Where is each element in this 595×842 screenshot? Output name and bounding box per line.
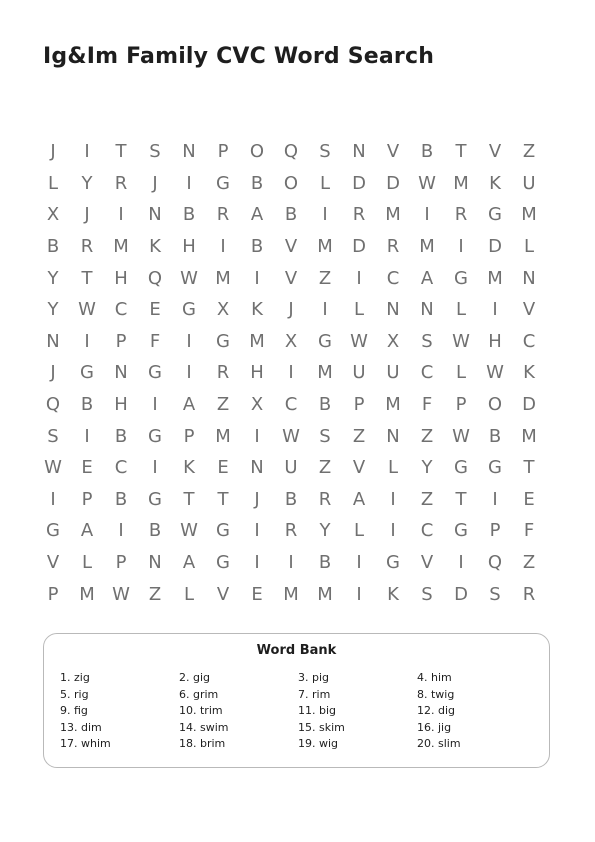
- grid-letter: I: [220, 236, 226, 258]
- grid-letter: A: [250, 204, 264, 226]
- grid-letter: D: [352, 236, 366, 258]
- grid-letter: Q: [147, 267, 163, 289]
- word-bank-item: 8. twig: [417, 687, 455, 701]
- grid-letter: T: [81, 267, 93, 289]
- grid-letter: U: [386, 362, 400, 384]
- grid-letter: V: [216, 583, 230, 605]
- word-bank-item: 14. swim: [179, 720, 229, 734]
- grid-letter: L: [523, 236, 535, 258]
- grid-letter: I: [186, 362, 192, 384]
- grid-letter: G: [148, 362, 162, 384]
- word-bank-title: Word Bank: [256, 643, 337, 658]
- grid-letter: F: [523, 520, 535, 542]
- grid-letter: Y: [47, 299, 59, 321]
- word-bank-item: 15. skim: [298, 720, 345, 734]
- letter-grid: [36, 136, 546, 610]
- grid-letter: K: [489, 172, 501, 194]
- grid-letter: U: [522, 172, 536, 194]
- grid-letter: H: [250, 362, 264, 384]
- grid-letter: N: [182, 141, 196, 163]
- grid-letter: R: [454, 204, 468, 226]
- word-bank-list: [60, 671, 540, 754]
- grid-letter: S: [149, 141, 161, 163]
- grid-letter: I: [186, 172, 192, 194]
- grid-letter: O: [283, 172, 299, 194]
- grid-letter: P: [47, 583, 59, 605]
- grid-letter: P: [81, 488, 93, 510]
- grid-letter: J: [50, 362, 56, 384]
- grid-letter: M: [113, 236, 129, 258]
- page-title: Ig&Im Family CVC Word Search: [43, 44, 435, 69]
- grid-letter: I: [322, 299, 328, 321]
- grid-letter: G: [488, 204, 502, 226]
- grid-letter: R: [386, 236, 400, 258]
- grid-letter: T: [523, 457, 535, 479]
- grid-letter: Y: [319, 520, 331, 542]
- grid-letter: N: [522, 267, 536, 289]
- grid-letter: A: [182, 394, 196, 416]
- grid-letter: I: [322, 204, 328, 226]
- grid-letter: W: [418, 172, 436, 194]
- grid-letter: D: [352, 172, 366, 194]
- grid-letter: W: [112, 583, 130, 605]
- grid-letter: I: [186, 330, 192, 352]
- grid-letter: M: [385, 394, 401, 416]
- word-bank-item: 5. rig: [60, 687, 89, 701]
- grid-letter: I: [254, 267, 260, 289]
- grid-letter: A: [80, 520, 94, 542]
- grid-letter: P: [489, 520, 501, 542]
- grid-letter: M: [453, 172, 469, 194]
- grid-letter: G: [80, 362, 94, 384]
- word-bank-item: 6. grim: [179, 687, 219, 701]
- grid-letter: B: [318, 394, 332, 416]
- grid-letter: L: [455, 299, 467, 321]
- grid-letter: A: [182, 552, 196, 574]
- grid-letter: I: [152, 457, 158, 479]
- grid-letter: M: [215, 425, 231, 447]
- grid-letter: M: [79, 583, 95, 605]
- grid-letter: I: [254, 520, 260, 542]
- grid-letter: N: [250, 457, 264, 479]
- grid-letter: I: [254, 425, 260, 447]
- grid-letter: Z: [420, 488, 434, 510]
- grid-letter: L: [81, 552, 93, 574]
- grid-letter: I: [288, 362, 294, 384]
- grid-letter: J: [288, 299, 294, 321]
- grid-letter: W: [452, 330, 470, 352]
- grid-letter: R: [352, 204, 366, 226]
- grid-letter: S: [421, 330, 433, 352]
- grid-letter: M: [317, 236, 333, 258]
- grid-letter: J: [152, 172, 158, 194]
- grid-letter: Z: [420, 425, 434, 447]
- grid-letter: L: [183, 583, 195, 605]
- grid-letter: U: [284, 457, 298, 479]
- grid-letter: G: [148, 425, 162, 447]
- grid-letter: T: [183, 488, 195, 510]
- grid-letter: I: [254, 552, 260, 574]
- grid-letter: N: [46, 330, 60, 352]
- grid-letter: G: [216, 330, 230, 352]
- grid-letter: S: [489, 583, 501, 605]
- grid-letter: B: [420, 141, 434, 163]
- grid-letter: N: [352, 141, 366, 163]
- grid-letter: E: [217, 457, 229, 479]
- grid-letter: I: [356, 267, 362, 289]
- grid-letter: M: [317, 362, 333, 384]
- grid-letter: B: [114, 488, 128, 510]
- grid-letter: G: [182, 299, 196, 321]
- grid-letter: J: [84, 204, 90, 226]
- word-bank-item: 9. fig: [60, 704, 88, 717]
- grid-letter: D: [522, 394, 536, 416]
- grid-letter: X: [284, 330, 298, 352]
- grid-letter: P: [183, 425, 195, 447]
- grid-letter: C: [114, 457, 128, 479]
- grid-letter: X: [216, 299, 230, 321]
- grid-letter: I: [84, 141, 90, 163]
- grid-letter: C: [386, 267, 400, 289]
- grid-letter: P: [455, 394, 467, 416]
- grid-letter: I: [492, 299, 498, 321]
- grid-letter: P: [115, 330, 127, 352]
- grid-letter: Y: [81, 172, 93, 194]
- grid-letter: R: [284, 520, 298, 542]
- grid-letter: L: [353, 299, 365, 321]
- grid-letter: T: [115, 141, 127, 163]
- grid-letter: E: [251, 583, 263, 605]
- grid-letter: V: [352, 457, 366, 479]
- grid-letter: I: [118, 520, 124, 542]
- grid-letter: V: [386, 141, 400, 163]
- grid-letter: U: [352, 362, 366, 384]
- grid-letter: I: [492, 488, 498, 510]
- grid-letter: F: [421, 394, 433, 416]
- grid-letter: I: [356, 552, 362, 574]
- grid-letter: B: [46, 236, 60, 258]
- grid-letter: M: [249, 330, 265, 352]
- grid-letter: B: [182, 204, 196, 226]
- word-bank-item: 19. wig: [298, 737, 339, 750]
- grid-letter: I: [118, 204, 124, 226]
- grid-letter: H: [114, 394, 128, 416]
- grid-letter: G: [318, 330, 332, 352]
- grid-letter: G: [454, 267, 468, 289]
- grid-letter: I: [288, 552, 294, 574]
- grid-letter: Q: [487, 552, 503, 574]
- grid-letter: A: [352, 488, 366, 510]
- grid-letter: G: [454, 520, 468, 542]
- grid-letter: N: [420, 299, 434, 321]
- grid-letter: L: [319, 172, 331, 194]
- grid-letter: V: [420, 552, 434, 574]
- word-bank-item: 17. whim: [60, 737, 111, 750]
- grid-letter: B: [284, 488, 298, 510]
- grid-letter: N: [386, 299, 400, 321]
- grid-letter: R: [80, 236, 94, 258]
- word-bank: [43, 633, 550, 768]
- grid-letter: Z: [148, 583, 162, 605]
- grid-letter: S: [319, 425, 331, 447]
- grid-letter: G: [216, 552, 230, 574]
- grid-letter: R: [216, 204, 230, 226]
- grid-letter: L: [353, 520, 365, 542]
- grid-letter: I: [152, 394, 158, 416]
- grid-letter: R: [522, 583, 536, 605]
- grid-letter: Y: [421, 457, 433, 479]
- grid-letter: C: [522, 330, 536, 352]
- grid-letter: V: [522, 299, 536, 321]
- grid-letter: Q: [283, 141, 299, 163]
- grid-letter: I: [84, 330, 90, 352]
- grid-letter: I: [390, 520, 396, 542]
- grid-letter: I: [424, 204, 430, 226]
- word-bank-item: 18. brim: [179, 737, 226, 750]
- grid-letter: M: [487, 267, 503, 289]
- grid-letter: I: [356, 583, 362, 605]
- grid-letter: B: [250, 172, 264, 194]
- grid-letter: P: [217, 141, 229, 163]
- grid-letter: W: [282, 425, 300, 447]
- word-bank-item: 16. jig: [417, 720, 452, 734]
- grid-letter: R: [114, 172, 128, 194]
- grid-letter: G: [216, 520, 230, 542]
- grid-letter: Z: [522, 552, 536, 574]
- grid-letter: V: [284, 236, 298, 258]
- grid-letter: B: [250, 236, 264, 258]
- grid-letter: I: [458, 236, 464, 258]
- grid-letter: Z: [318, 267, 332, 289]
- word-bank-item: 2. gig: [179, 671, 211, 684]
- word-bank-item: 7. rim: [298, 687, 331, 701]
- grid-letter: O: [249, 141, 265, 163]
- grid-letter: M: [215, 267, 231, 289]
- grid-letter: W: [180, 267, 198, 289]
- grid-letter: E: [149, 299, 161, 321]
- grid-letter: Z: [318, 457, 332, 479]
- grid-letter: B: [284, 204, 298, 226]
- grid-letter: V: [284, 267, 298, 289]
- grid-letter: H: [488, 330, 502, 352]
- word-bank-item: 10. trim: [179, 704, 223, 717]
- grid-letter: S: [47, 425, 59, 447]
- grid-letter: W: [78, 299, 96, 321]
- grid-letter: E: [523, 488, 535, 510]
- grid-letter: G: [216, 172, 230, 194]
- grid-letter: W: [486, 362, 504, 384]
- word-bank-item: 20. slim: [417, 737, 461, 750]
- grid-letter: T: [455, 488, 467, 510]
- grid-letter: N: [148, 204, 162, 226]
- grid-letter: K: [149, 236, 161, 258]
- grid-letter: P: [353, 394, 365, 416]
- grid-letter: D: [386, 172, 400, 194]
- grid-letter: I: [390, 488, 396, 510]
- grid-letter: W: [44, 457, 62, 479]
- grid-letter: W: [350, 330, 368, 352]
- grid-letter: J: [254, 488, 260, 510]
- grid-letter: C: [284, 394, 298, 416]
- grid-letter: E: [81, 457, 93, 479]
- grid-letter: S: [421, 583, 433, 605]
- grid-letter: H: [182, 236, 196, 258]
- grid-letter: Q: [45, 394, 61, 416]
- grid-letter: N: [386, 425, 400, 447]
- grid-letter: V: [46, 552, 60, 574]
- grid-letter: M: [283, 583, 299, 605]
- grid-letter: M: [317, 583, 333, 605]
- grid-letter: V: [488, 141, 502, 163]
- grid-letter: G: [454, 457, 468, 479]
- grid-letter: T: [455, 141, 467, 163]
- grid-letter: R: [216, 362, 230, 384]
- grid-letter: L: [387, 457, 399, 479]
- grid-letter: H: [114, 267, 128, 289]
- grid-letter: C: [420, 362, 434, 384]
- grid-letter: B: [488, 425, 502, 447]
- grid-letter: A: [420, 267, 434, 289]
- grid-letter: M: [419, 236, 435, 258]
- grid-letter: W: [180, 520, 198, 542]
- grid-letter: X: [46, 204, 60, 226]
- grid-letter: P: [115, 552, 127, 574]
- grid-letter: M: [385, 204, 401, 226]
- grid-letter: X: [250, 394, 264, 416]
- grid-letter: R: [318, 488, 332, 510]
- grid-letter: K: [387, 583, 399, 605]
- grid-letter: D: [454, 583, 468, 605]
- grid-letter: F: [149, 330, 161, 352]
- grid-letter: B: [318, 552, 332, 574]
- word-bank-item: 11. big: [298, 704, 337, 717]
- grid-letter: L: [455, 362, 467, 384]
- grid-letter: I: [84, 425, 90, 447]
- word-bank-item: 3. pig: [298, 671, 330, 684]
- grid-letter: K: [251, 299, 263, 321]
- grid-letter: O: [487, 394, 503, 416]
- word-bank-item: 4. him: [417, 671, 452, 684]
- grid-letter: T: [217, 488, 229, 510]
- grid-letter: K: [523, 362, 535, 384]
- grid-letter: G: [386, 552, 400, 574]
- grid-letter: I: [458, 552, 464, 574]
- grid-letter: B: [80, 394, 94, 416]
- word-bank-item: 1. zig: [60, 671, 90, 684]
- grid-letter: Z: [216, 394, 230, 416]
- grid-letter: N: [148, 552, 162, 574]
- grid-letter: C: [114, 299, 128, 321]
- grid-letter: M: [521, 204, 537, 226]
- grid-letter: M: [521, 425, 537, 447]
- grid-letter: G: [148, 488, 162, 510]
- grid-letter: S: [319, 141, 331, 163]
- grid-letter: X: [386, 330, 400, 352]
- grid-letter: W: [452, 425, 470, 447]
- grid-letter: G: [46, 520, 60, 542]
- grid-letter: I: [50, 488, 56, 510]
- grid-letter: K: [183, 457, 195, 479]
- grid-letter: Z: [352, 425, 366, 447]
- grid-letter: Z: [522, 141, 536, 163]
- grid-letter: D: [488, 236, 502, 258]
- grid-letter: Y: [47, 267, 59, 289]
- grid-letter: C: [420, 520, 434, 542]
- word-bank-item: 12. dig: [417, 704, 456, 717]
- grid-letter: J: [50, 141, 56, 163]
- grid-letter: N: [114, 362, 128, 384]
- grid-letter: L: [47, 172, 59, 194]
- word-bank-item: 13. dim: [60, 720, 102, 734]
- grid-letter: B: [148, 520, 162, 542]
- grid-letter: G: [488, 457, 502, 479]
- grid-letter: B: [114, 425, 128, 447]
